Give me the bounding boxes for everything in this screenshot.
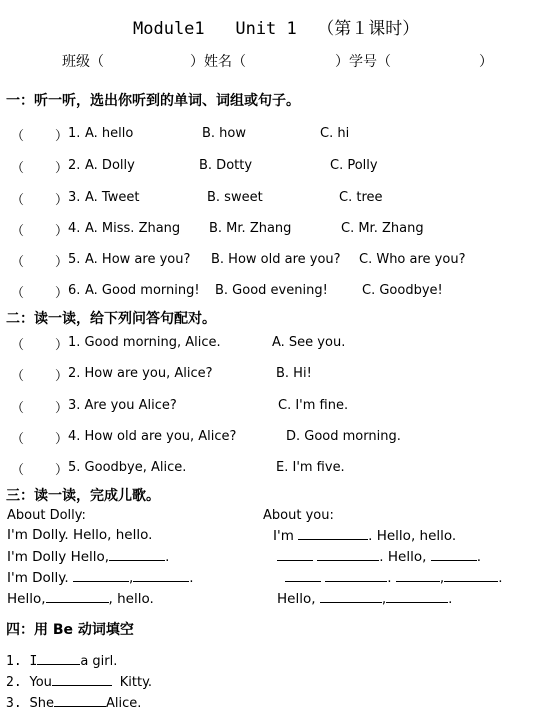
answer-bracket-right: ） <box>55 129 69 144</box>
page-title: Module1 Unit 1 （第１课时） <box>133 19 420 39</box>
answer-option: D. Good morning. <box>286 429 401 444</box>
item-number: 1. <box>6 654 22 669</box>
option-a: A. Dolly <box>85 158 135 173</box>
name-label: ）姓名（ <box>190 54 246 70</box>
rhyme-line <box>273 527 456 544</box>
rhyme-text: I'm Dolly. <box>7 570 69 586</box>
option-c: C. tree <box>339 190 383 205</box>
class-label: 班级（ <box>62 54 104 70</box>
blank-line[interactable] <box>298 527 368 540</box>
blank-line[interactable] <box>396 569 440 582</box>
answer-bracket-left: （ <box>11 463 25 478</box>
option-a: A. Miss. Zhang <box>85 221 181 236</box>
student-number-label: ）学号（ <box>335 54 391 70</box>
section1-heading: 一：听一听，选出你听到的单词、词组或句子。 <box>6 93 300 109</box>
rhyme-text: Hello, <box>277 591 316 607</box>
option-b: B. Mr. Zhang <box>209 221 292 236</box>
rhyme-text: , <box>381 591 387 607</box>
answer-bracket-left: （ <box>11 193 25 208</box>
fill-item <box>6 652 117 669</box>
item-number: 5. <box>68 252 81 267</box>
answer-bracket-left: （ <box>11 129 25 144</box>
rhyme-text: . <box>387 570 392 586</box>
answer-bracket-left: （ <box>11 432 25 447</box>
answer-bracket-left: （ <box>11 401 25 416</box>
option-a: A. How are you? <box>85 252 191 267</box>
answer-option: E. I'm five. <box>276 460 345 475</box>
option-b: B. sweet <box>207 190 263 205</box>
item-text: a girl. <box>80 654 118 669</box>
blank-line[interactable] <box>54 694 106 707</box>
answer-bracket-right: ） <box>55 401 69 416</box>
option-b: B. How old are you? <box>211 252 341 267</box>
header-close-bracket: ） <box>479 54 493 70</box>
answer-option: B. Hi! <box>276 366 312 381</box>
option-a: A. Tweet <box>85 190 140 205</box>
item-number: 2. <box>6 675 22 690</box>
blank-line[interactable] <box>46 590 109 603</box>
rhyme-text: . <box>448 591 453 607</box>
blank-line[interactable] <box>133 569 189 582</box>
item-number: 3. <box>6 696 22 711</box>
about-dolly-title: About Dolly: <box>7 508 86 523</box>
option-c: C. Who are you? <box>359 252 466 267</box>
item-text: Alice. <box>105 696 142 711</box>
answer-bracket-right: ） <box>55 463 69 478</box>
option-b: B. how <box>202 126 247 141</box>
blank-line[interactable] <box>317 548 379 561</box>
rhyme-line <box>7 569 194 586</box>
option-c: C. Mr. Zhang <box>341 221 424 236</box>
rhyme-text: , <box>128 570 134 586</box>
rhyme-line: I'm Dolly. Hello, hello. <box>7 527 153 543</box>
item-text: Kitty. <box>119 675 153 690</box>
item-number: 2. <box>68 158 81 173</box>
blank-line[interactable] <box>109 548 165 561</box>
answer-bracket-right: ） <box>55 286 69 301</box>
section3-heading: 三：读一读，完成儿歌。 <box>6 488 160 504</box>
rhyme-line <box>7 590 154 607</box>
question-text: 2. How are you, Alice? <box>68 366 213 381</box>
rhyme-line <box>277 590 452 607</box>
rhyme-line <box>7 548 169 565</box>
blank-line[interactable] <box>277 548 313 561</box>
rhyme-line <box>285 569 502 586</box>
rhyme-text: . <box>165 549 170 565</box>
blank-line[interactable] <box>37 652 80 665</box>
blank-line[interactable] <box>285 569 321 582</box>
question-text: 4. How old are you, Alice? <box>68 429 237 444</box>
question-text: 3. Are you Alice? <box>68 398 177 413</box>
option-a: A. hello <box>85 126 134 141</box>
rhyme-text: Hello, <box>7 591 46 607</box>
fill-item <box>6 694 141 711</box>
blank-line[interactable] <box>320 590 382 603</box>
answer-bracket-left: （ <box>11 369 25 384</box>
answer-bracket-left: （ <box>11 255 25 270</box>
fill-item <box>6 673 152 690</box>
option-a: A. Good morning! <box>85 283 200 298</box>
rhyme-line <box>277 548 481 565</box>
answer-option: C. I'm fine. <box>278 398 349 413</box>
option-c: C. Polly <box>330 158 378 173</box>
rhyme-text: . <box>476 549 481 565</box>
answer-bracket-left: （ <box>11 286 25 301</box>
section4-heading: 四：用 Be 动词填空 <box>6 622 134 638</box>
blank-line[interactable] <box>52 673 112 686</box>
rhyme-text: I'm <box>273 528 294 544</box>
answer-bracket-right: ） <box>55 338 69 353</box>
item-number: 4. <box>68 221 81 236</box>
option-c: C. hi <box>320 126 350 141</box>
item-number: 3. <box>68 190 81 205</box>
blank-line[interactable] <box>73 569 129 582</box>
rhyme-text: . Hello, hello. <box>368 528 457 544</box>
answer-bracket-right: ） <box>55 369 69 384</box>
about-you-title: About you: <box>263 508 334 523</box>
rhyme-text: , <box>439 570 445 586</box>
rhyme-text: . Hello, <box>379 549 427 565</box>
option-b: B. Dotty <box>199 158 253 173</box>
blank-line[interactable] <box>444 569 498 582</box>
question-text: 1. Good morning, Alice. <box>68 335 221 350</box>
question-text: 5. Goodbye, Alice. <box>68 460 187 475</box>
blank-line[interactable] <box>325 569 387 582</box>
item-number: 6. <box>68 283 81 298</box>
blank-line[interactable] <box>431 548 477 561</box>
blank-line[interactable] <box>386 590 448 603</box>
rhyme-text: . <box>498 570 503 586</box>
answer-option: A. See you. <box>272 335 346 350</box>
item-number: 1. <box>68 126 81 141</box>
item-text: I <box>29 654 38 669</box>
rhyme-text: . <box>189 570 194 586</box>
option-b: B. Good evening! <box>215 283 328 298</box>
item-text: She <box>29 696 54 711</box>
answer-bracket-right: ） <box>55 224 69 239</box>
answer-bracket-right: ） <box>55 161 69 176</box>
rhyme-text: , hello. <box>108 591 154 607</box>
answer-bracket-left: （ <box>11 224 25 239</box>
answer-bracket-left: （ <box>11 161 25 176</box>
answer-bracket-right: ） <box>55 255 69 270</box>
item-text: You <box>29 675 52 690</box>
option-c: C. Goodbye! <box>362 283 443 298</box>
answer-bracket-right: ） <box>55 432 69 447</box>
answer-bracket-left: （ <box>11 338 25 353</box>
answer-bracket-right: ） <box>55 193 69 208</box>
section2-heading: 二：读一读，给下列问答句配对。 <box>6 311 216 327</box>
rhyme-text: I'm Dolly Hello, <box>7 549 110 565</box>
